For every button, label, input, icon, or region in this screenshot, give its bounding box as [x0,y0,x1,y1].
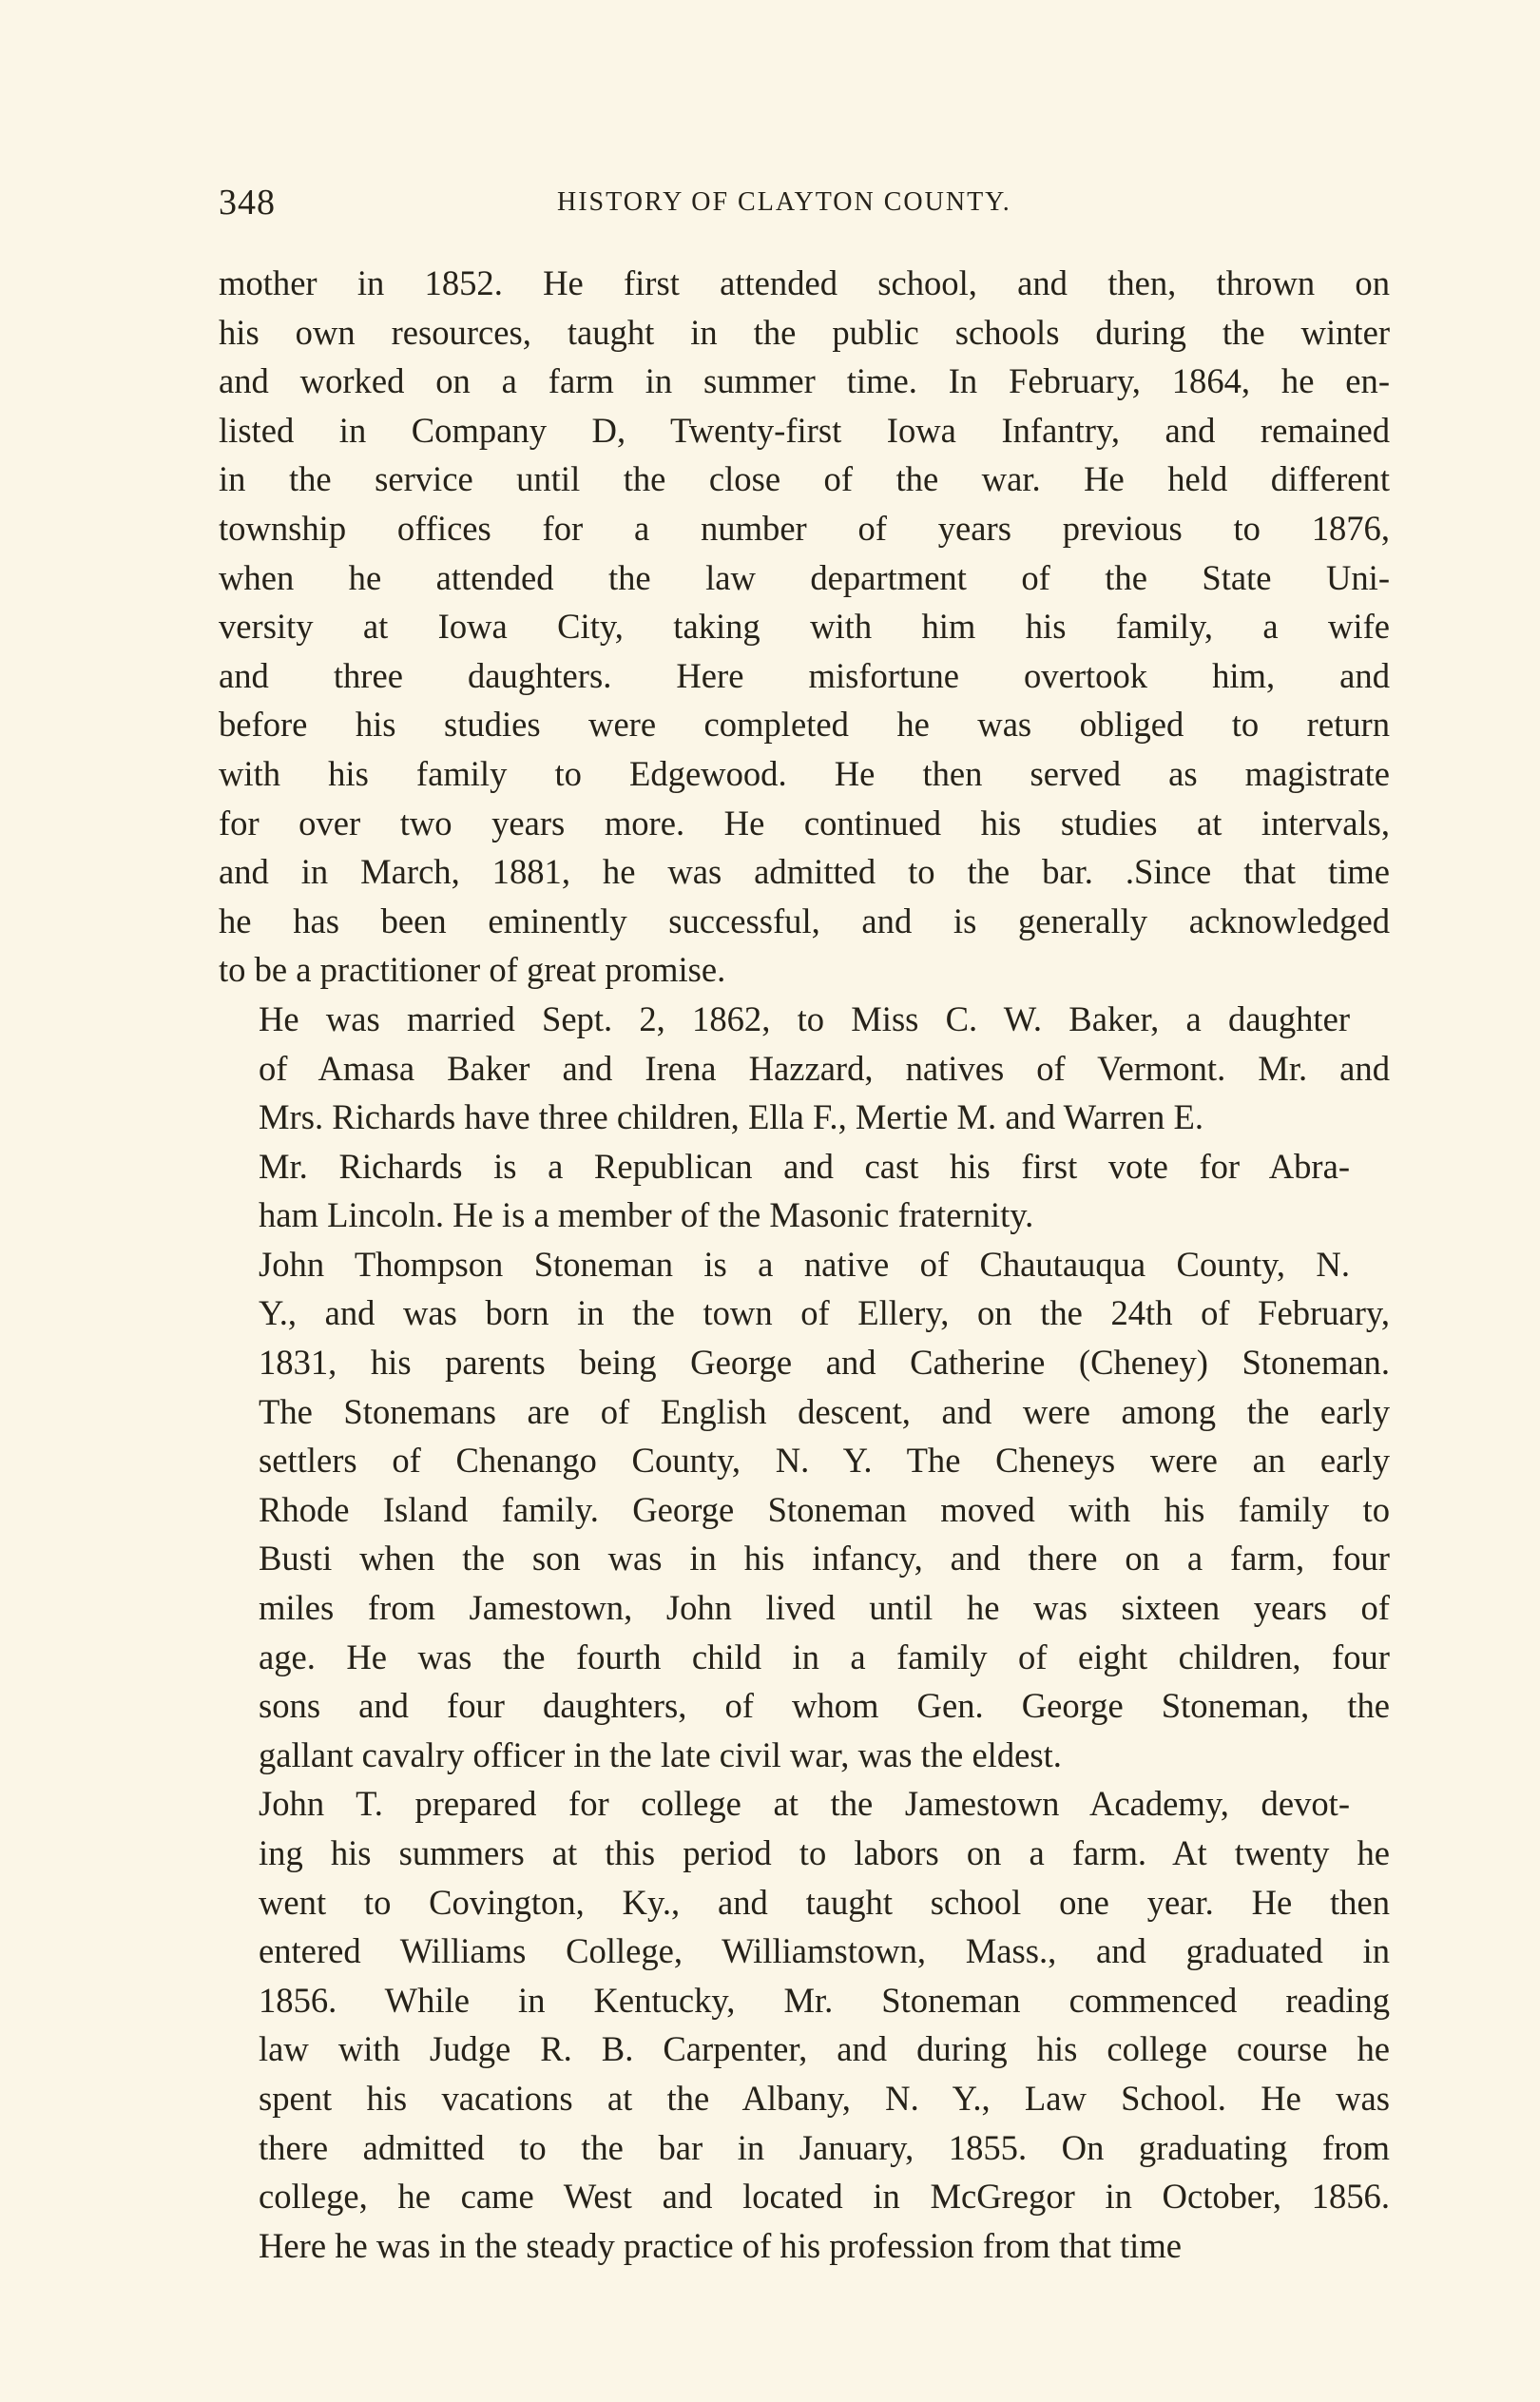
text-line: versity at Iowa City, taking with him his family, a wife [219,607,1390,647]
text-line: John Thompson Stoneman is a native of Chautauqua County, N. [259,1244,1350,1284]
text-line: Busti when the son was in his infancy, and there on a farm, four [259,1539,1390,1579]
text-line: spent his vacations at the Albany, N. Y., Law School. He was [259,2078,1390,2118]
text-line: went to Covington, Ky., and taught school one year. He then [259,1882,1390,1922]
text-line: his own resources, taught in the public schools during the winter [219,312,1390,352]
paragraph [219,1779,1390,2270]
text-line: to be a practitioner of great promise. [219,950,726,990]
text-line: with his family to Edgewood. He then served as magistrate [219,753,1390,793]
text-line: for over two years more. He continued his studies at intervals, [219,803,1390,843]
text-line: and worked on a farm in summer time. In February, 1864, he en- [219,361,1390,401]
text-line: listed in Company D, Twenty-first Iowa Infantry, and remained [219,410,1390,450]
paragraph [219,1142,1390,1240]
text-line: ing his summers at this period to labors on a farm. At twenty he [259,1833,1390,1872]
text-line: and three daughters. Here misfortune overtook him, and [219,655,1390,695]
text-line: Here he was in the steady practice of his profession from that time [259,2225,1183,2265]
text-line: age. He was the fourth child in a family of eight children, four [259,1637,1390,1676]
text-line: Mrs. Richards have three children, Ella F., Mertie M. and Warren E. [259,1097,1203,1137]
text-line: there admitted to the bar in January, 1855. On graduating from [259,2127,1390,2167]
text-line: mother in 1852. He first attended school, and then, thrown on [219,263,1390,302]
text-line: Mr. Richards is a Republican and cast his first vote for Abra- [259,1146,1350,1186]
page-number: 348 [219,183,276,223]
text-line: sons and four daughters, of whom Gen. George Stoneman, the [259,1686,1390,1726]
text-line: township offices for a number of years previous to 1876, [219,508,1390,548]
text-line: 1856. While in Kentucky, Mr. Stoneman commenced reading [259,1980,1390,2020]
text-line: settlers of Chenango County, N. Y. The Cheneys were an early [259,1441,1390,1481]
paragraph [219,995,1390,1142]
text-line: when he attended the law department of the State Uni- [219,557,1390,597]
text-line: Y., and was born in the town of Ellery, on the 24th of February, [259,1293,1390,1333]
text-line: before his studies were completed he was obliged to return [219,705,1390,745]
text-line: ham Lincoln. He is a member of the Masonic fraternity. [259,1195,1034,1235]
text-line: he has been eminently successful, and is generally acknowledged [219,901,1390,940]
text-line: of Amasa Baker and Irena Hazzard, natives of Vermont. Mr. and [259,1048,1390,1088]
running-title: HISTORY OF CLAYTON COUNTY. [557,187,1011,217]
paragraph [219,259,1390,995]
body-text [219,259,1390,2270]
text-line: He was married Sept. 2, 1862, to Miss C. W. Baker, a daughter [259,998,1350,1038]
paragraph [219,1240,1390,1780]
text-line: law with Judge R. B. Carpenter, and during his college course he [259,2029,1390,2069]
text-line: college, he came West and located in McGregor in October, 1856. [259,2177,1390,2217]
text-line: and in March, 1881, he was admitted to the bar. .Since that time [219,852,1390,892]
text-line: Rhode Island family. George Stoneman moved with his family to [259,1489,1390,1529]
text-line: in the service until the close of the war. He held different [219,459,1390,499]
page-header [219,179,1390,226]
text-line: miles from Jamestown, John lived until he was sixteen years of [259,1588,1390,1628]
text-line: The Stonemans are of English descent, and were among the early [259,1391,1390,1431]
text-line: John T. prepared for college at the Jamestown Academy, devot- [259,1784,1350,1824]
text-line: gallant cavalry officer in the late civil war, was the eldest. [259,1734,1062,1774]
text-line: 1831, his parents being George and Catherine (Cheney) Stoneman. [259,1343,1390,1383]
text-line: entered Williams College, Williamstown, Mass., and graduated in [259,1931,1390,1971]
